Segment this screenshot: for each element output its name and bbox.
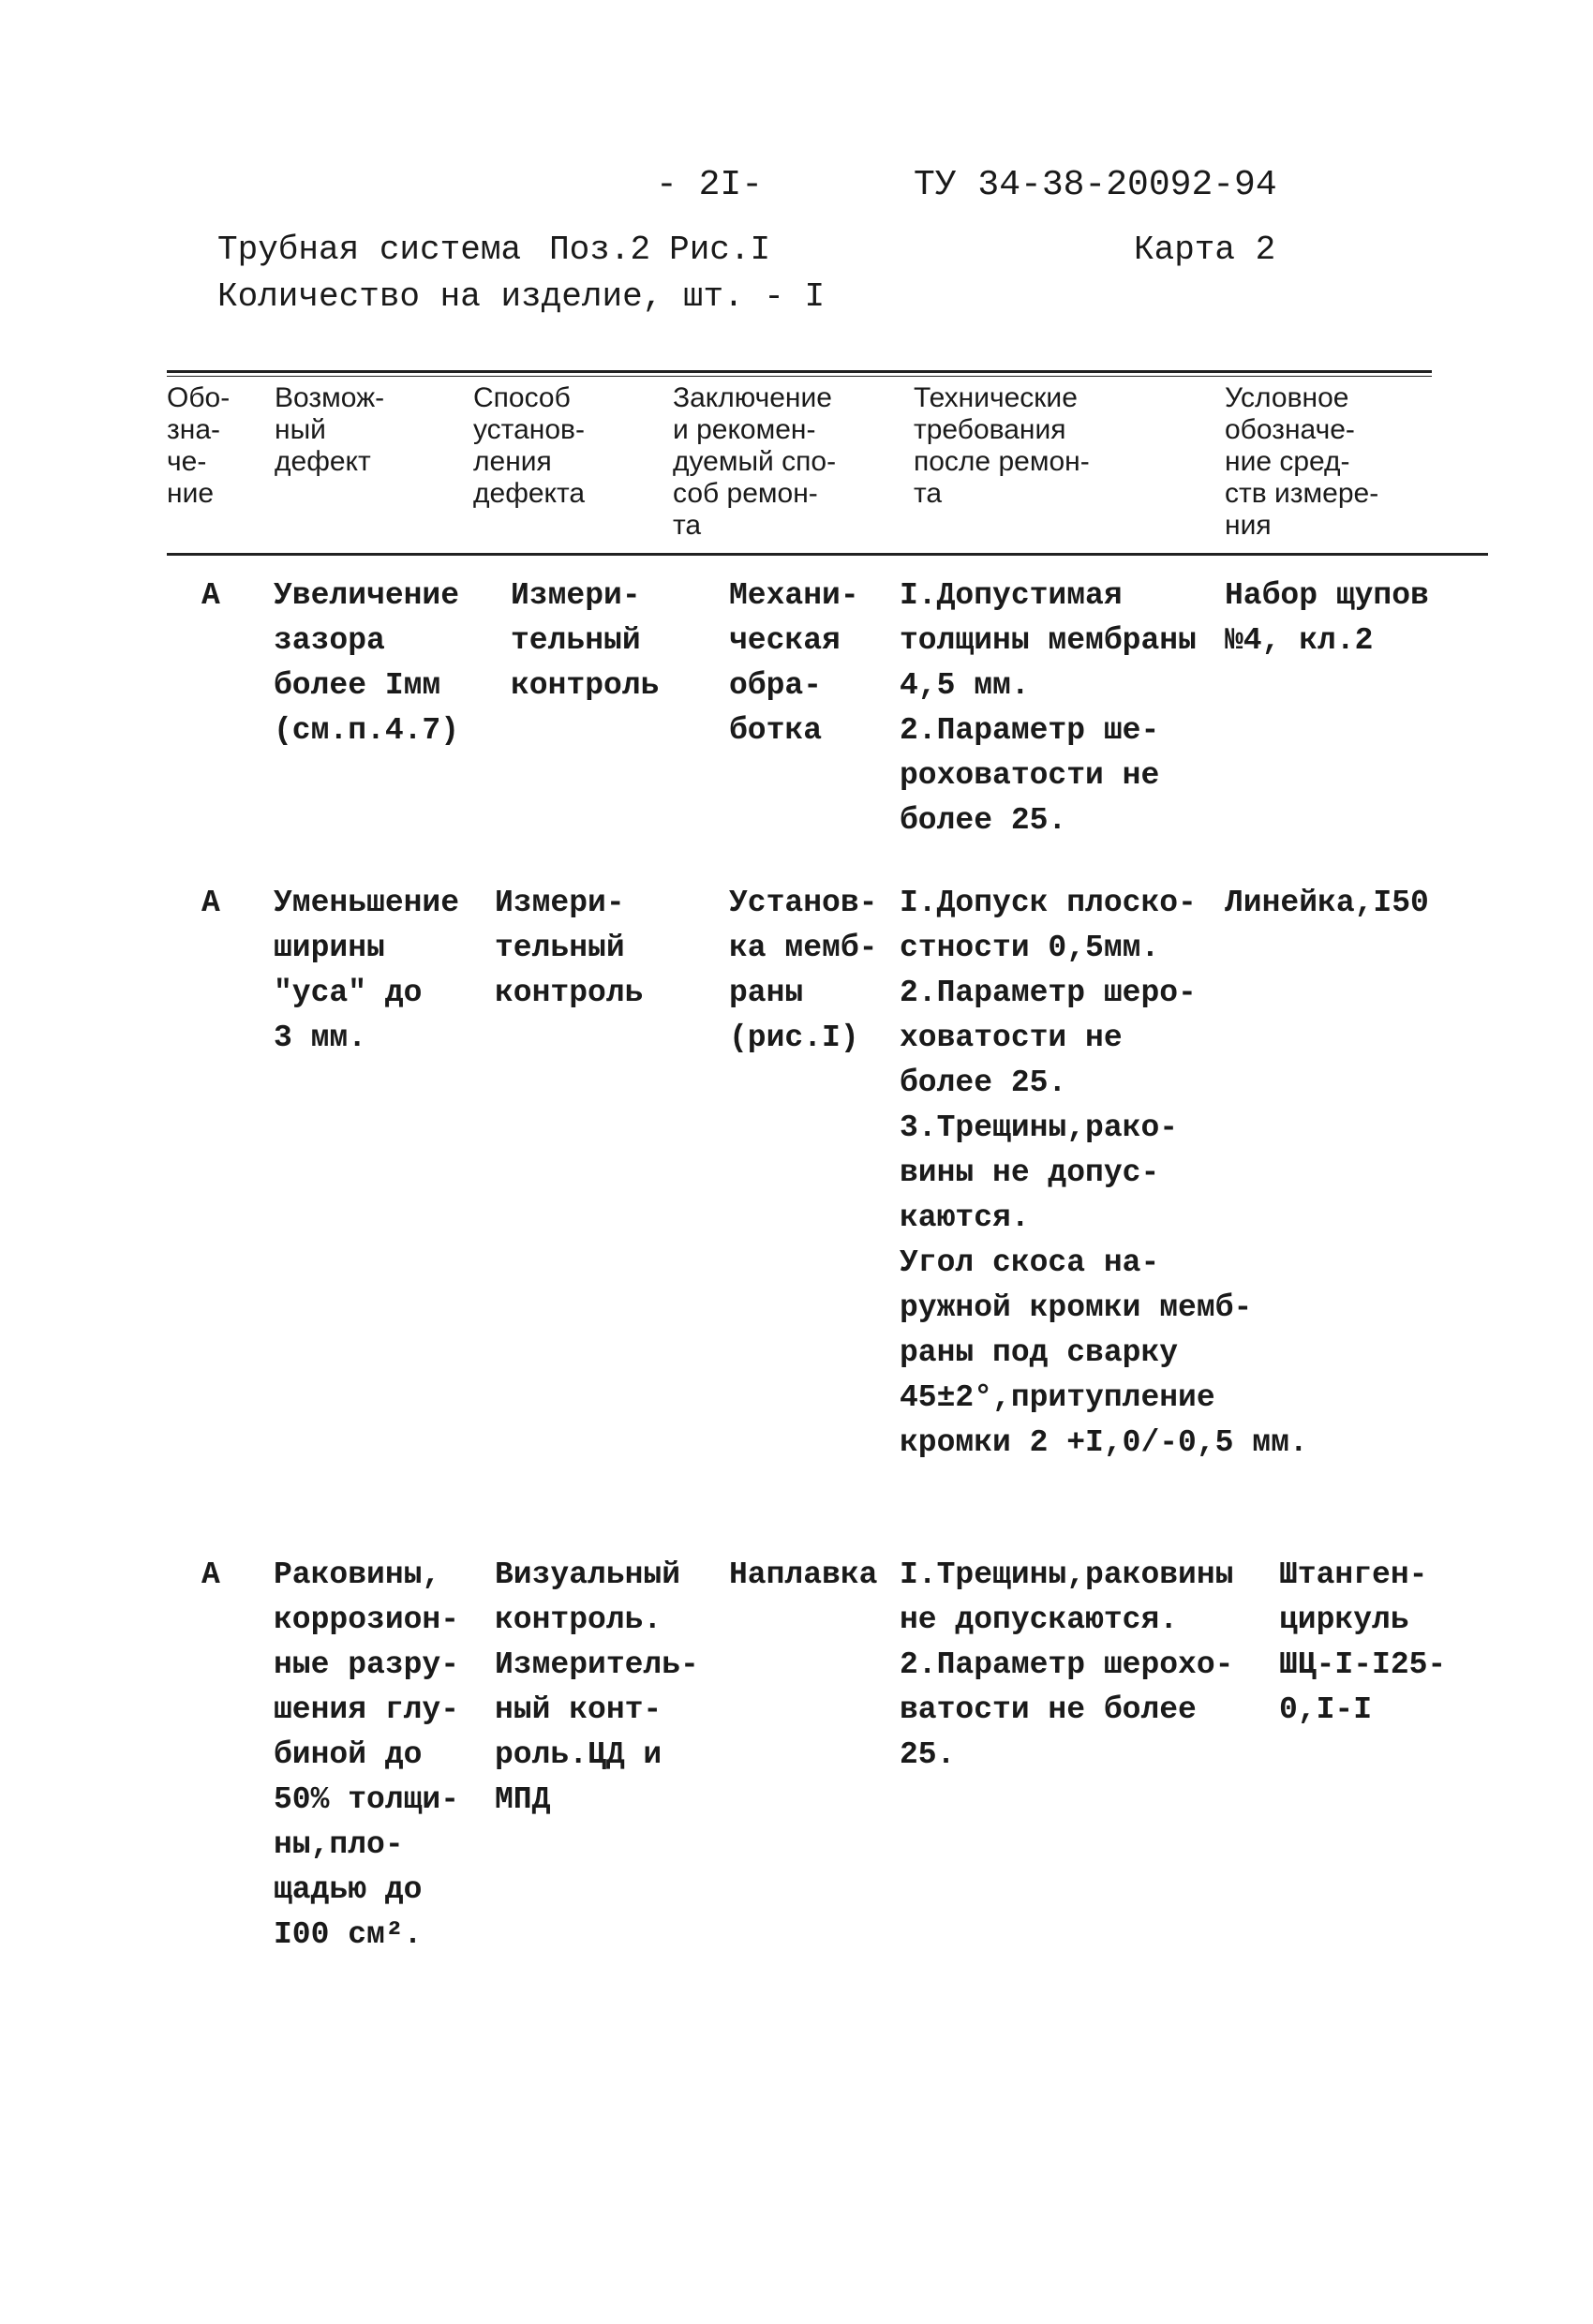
row-1-defect: Увеличение зазора более Iмм (см.п.4.7) <box>274 578 460 748</box>
card-label: Карта 2 <box>1134 231 1276 269</box>
row-2-designation: А <box>201 886 220 920</box>
figure-label: Рис.I <box>669 231 771 269</box>
page-number: - 2I- <box>656 165 764 205</box>
column-header-method: Способ установ- ления дефекта <box>473 382 586 509</box>
table-top-rule <box>167 370 1432 373</box>
system-name: Трубная система <box>217 231 522 269</box>
row-3-defect: Раковины, коррозион- ные разру- шения глу- биной до 50% толщи- ны,пло- щадью до I00 см². <box>274 1557 460 1952</box>
row-2-tools: Линейка,I50 <box>1225 886 1429 920</box>
row-3-designation: А <box>201 1557 220 1592</box>
row-1-conclusion: Механи- ческая обра- ботка <box>729 578 859 748</box>
row-2-conclusion: Установ- ка мемб- раны (рис.I) <box>729 886 878 1055</box>
document-code: ТУ 34-38-20092-94 <box>914 165 1277 205</box>
row-1-tools: Набор щупов №4, кл.2 <box>1225 578 1429 658</box>
row-1-requirements: I.Допустимая толщины мембраны 4,5 мм. 2.Параметр ше- роховатости не более 25. <box>900 578 1197 838</box>
row-1-designation: А <box>201 578 220 613</box>
subtitle-line <box>217 231 770 269</box>
position-label: Поз.2 <box>549 231 651 269</box>
row-3-method: Визуальный контроль. Измеритель- ный конт- роль.ЦД и МПД <box>495 1557 699 1817</box>
table-header-rule <box>167 553 1488 556</box>
table-top-rule-thin <box>167 376 1432 377</box>
column-header-conclusion: Заключение и рекомен- дуемый спо- соб ремон- та <box>673 382 837 541</box>
row-2-defect: Уменьшение ширины "уса" до 3 мм. <box>274 886 460 1055</box>
column-header-designation: Обо- зна- че- ние <box>167 382 231 509</box>
row-3-conclusion: Наплавка <box>729 1557 878 1592</box>
row-1-method: Измери- тельный контроль <box>511 578 660 703</box>
row-3-tools: Штанген- циркуль ШЦ-I-I25- 0,I-I <box>1279 1557 1447 1727</box>
column-header-tools: Условное обозначе- ние сред- ств измере- ния <box>1225 382 1379 541</box>
row-2-requirements: I.Допуск плоско- стности 0,5мм. 2.Параметр шеро- ховатости не более 25. 3.Трещины,рако- вины не допус- каются. Угол скоса на- ружной кромки мемб- раны под сварку 45±2°,притупление кромки 2 +I,0/-0,5 мм. <box>900 886 1308 1460</box>
row-3-requirements: I.Трещины,раковины не допускаются. 2.Параметр шерохо- ватости не более 25. <box>900 1557 1234 1772</box>
quantity-line: Количество на изделие, шт. - I <box>217 277 826 316</box>
row-2-method: Измери- тельный контроль <box>495 886 644 1010</box>
column-header-requirements: Технические требования после ремон- та <box>914 382 1090 509</box>
column-header-defect: Возмож- ный дефект <box>275 382 385 477</box>
